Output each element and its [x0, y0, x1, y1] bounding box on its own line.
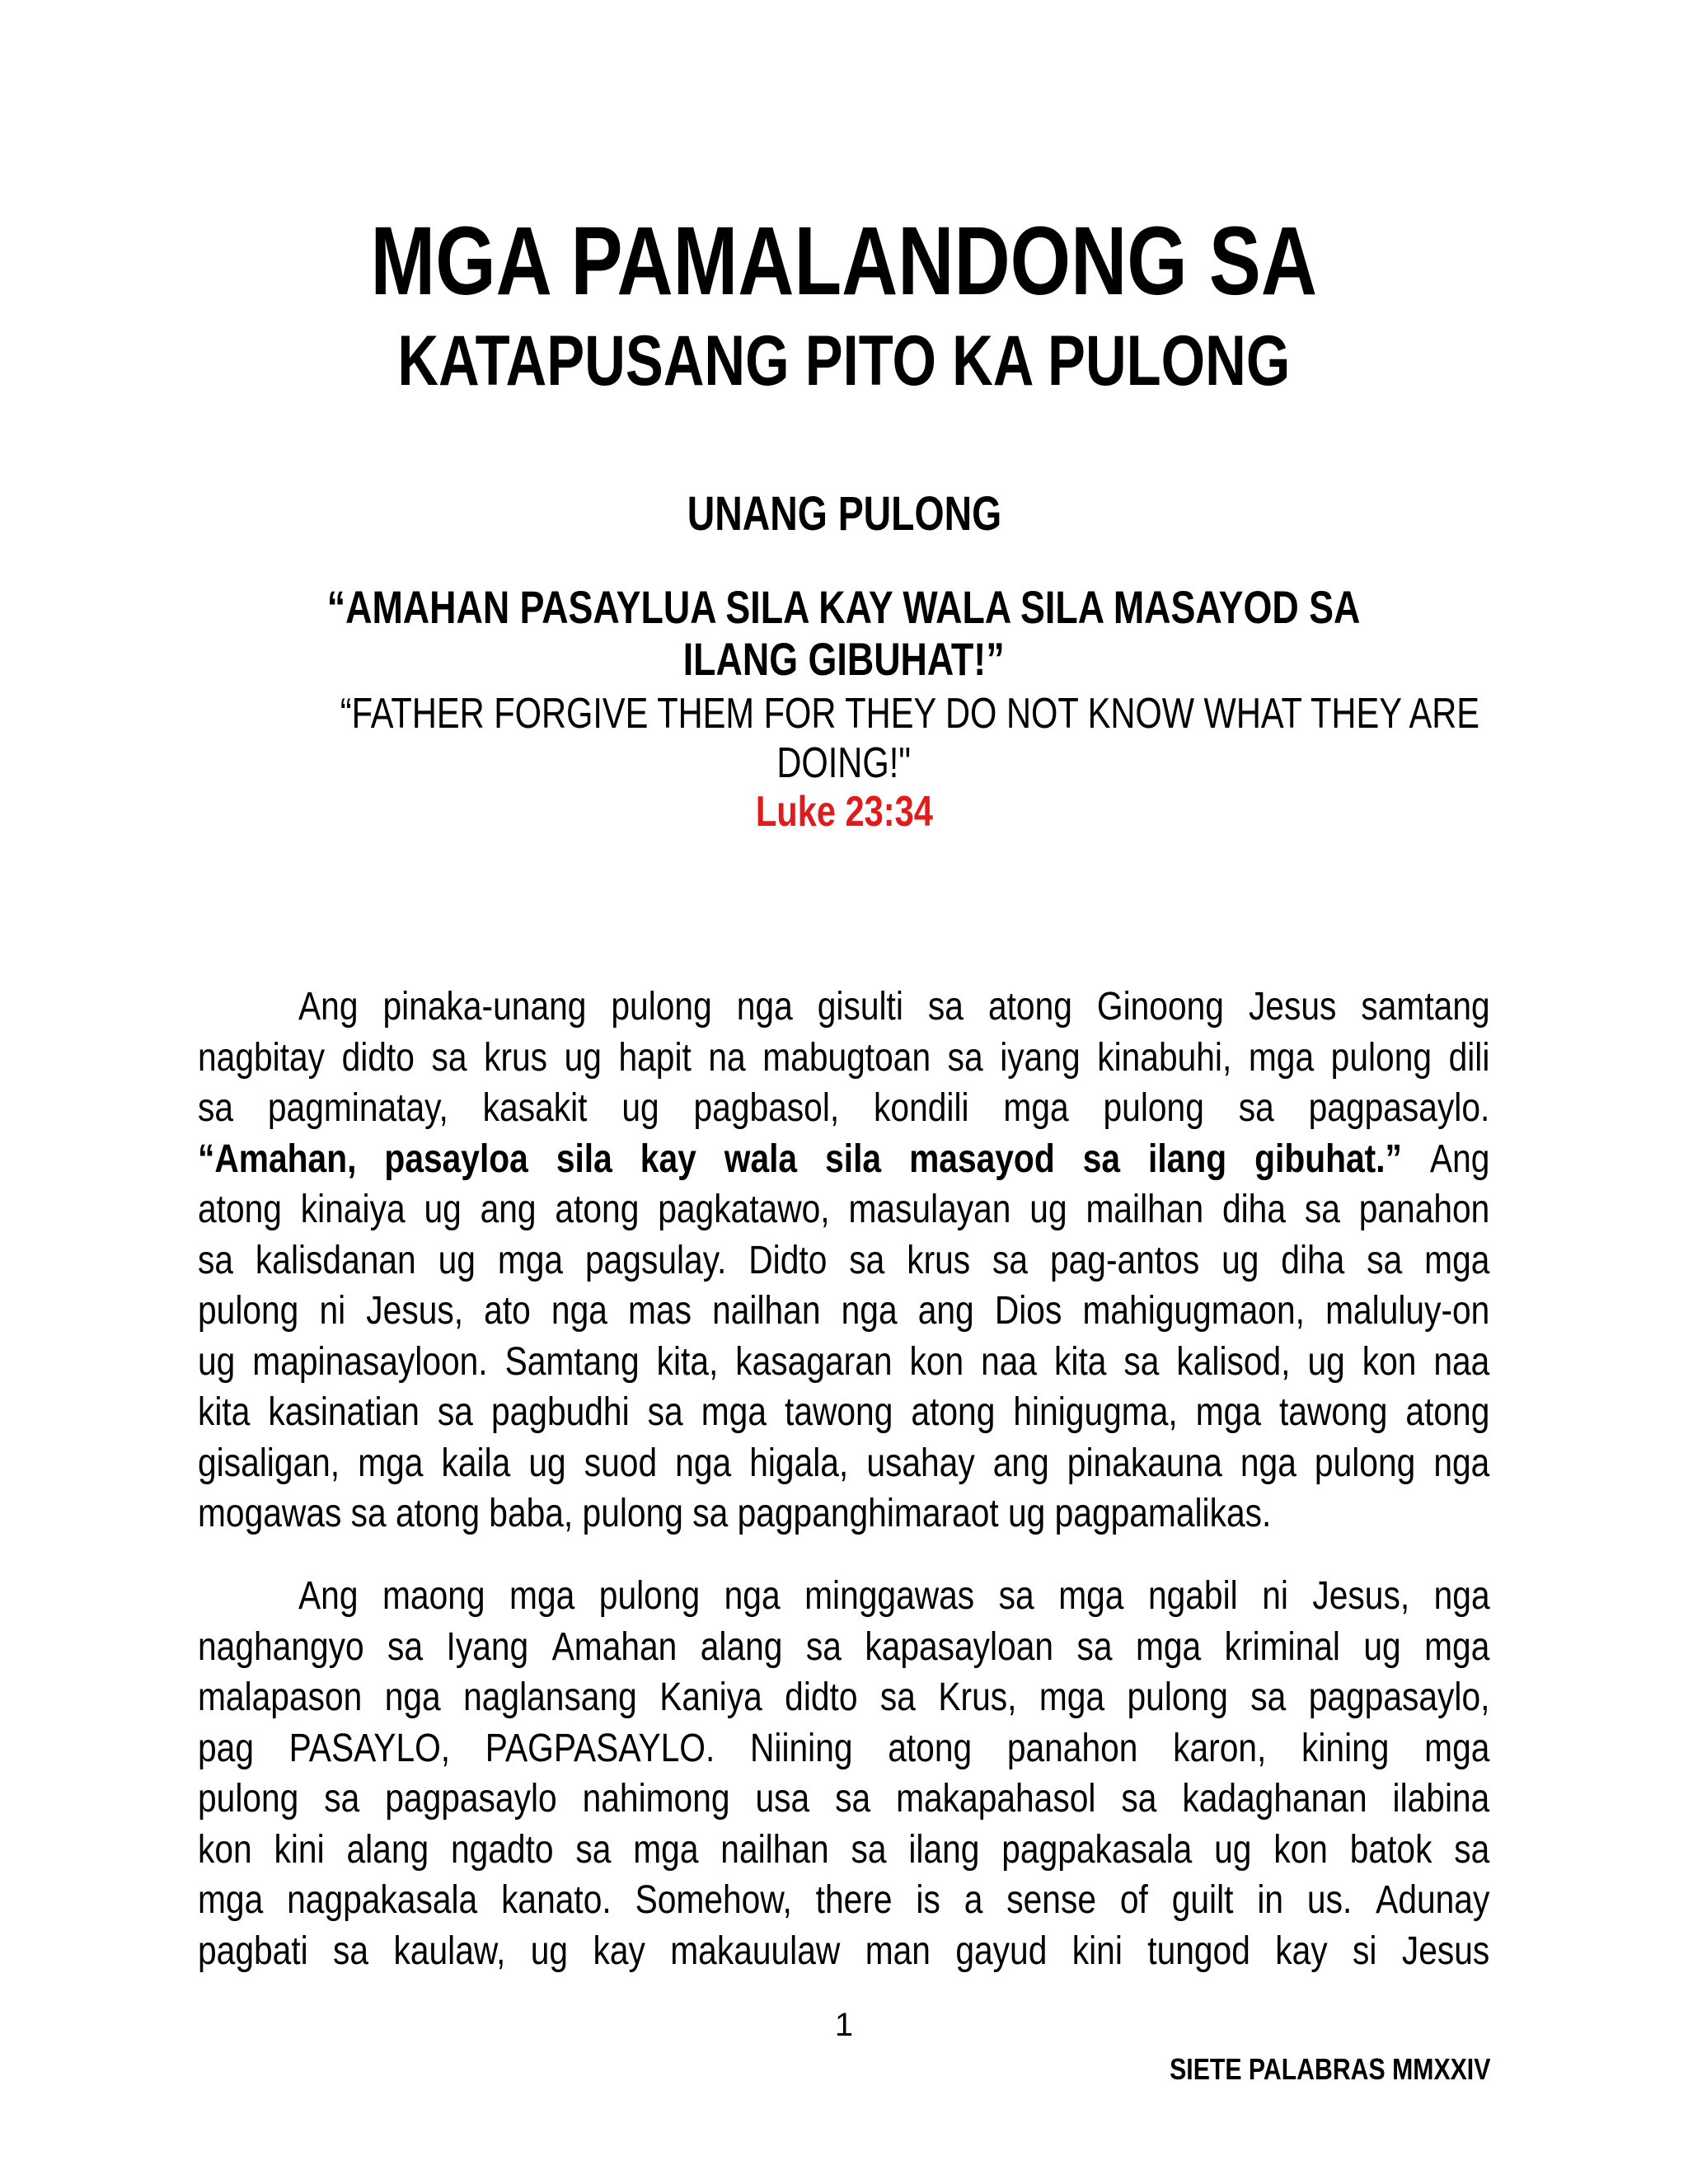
- word: Kaniya: [659, 1675, 762, 1719]
- word: krus: [907, 1237, 971, 1282]
- word: ilang: [908, 1826, 980, 1872]
- word: a: [964, 1877, 983, 1922]
- word: atong: [987, 984, 1072, 1029]
- word: pagkatawo,: [658, 1187, 830, 1231]
- bold-word: sa: [1082, 1136, 1121, 1181]
- word: sa: [575, 1826, 612, 1872]
- word: pagbati: [198, 1928, 308, 1973]
- word: nga: [724, 1573, 781, 1618]
- paragraph-line: [198, 1337, 1490, 1388]
- word: pulong: [1314, 1440, 1416, 1485]
- section-heading: UNANG PULONG: [687, 487, 1001, 541]
- word: ug: [438, 1237, 476, 1282]
- word: Niining: [749, 1725, 853, 1770]
- quote-english-line-1: “FATHER FORGIVE THEM FOR THEY DO NOT KNOW WHAT THEY ARE: [340, 690, 1479, 738]
- word: sa: [805, 1624, 842, 1669]
- title-line-2: KATAPUSANG PITO KA PULONG: [397, 321, 1291, 401]
- word: mga: [497, 1237, 564, 1282]
- word: Jesus,: [366, 1288, 464, 1333]
- word: mga: [1058, 1573, 1124, 1618]
- word: pag: [198, 1725, 254, 1770]
- word: maong: [382, 1573, 485, 1618]
- word: sa: [879, 1675, 916, 1719]
- word: ug: [1363, 1624, 1401, 1669]
- scripture-reference: Luke 23:34: [755, 788, 933, 836]
- word: pagbasol,: [693, 1085, 840, 1130]
- word: is: [916, 1877, 940, 1922]
- word: pinaka-unang: [382, 984, 587, 1029]
- word: ug: [530, 1928, 569, 1973]
- word: naglansang: [463, 1675, 637, 1719]
- word: ug: [564, 1034, 602, 1080]
- word: nga: [736, 984, 793, 1029]
- word: pagpasaylo: [385, 1776, 557, 1821]
- bold-word: ilang: [1148, 1136, 1227, 1181]
- word: kondili: [874, 1085, 969, 1130]
- word: ug: [1307, 1338, 1345, 1384]
- word: sa: [1238, 1085, 1274, 1130]
- paragraph-line: [198, 1774, 1490, 1825]
- paragraph-line: mogawas sa atong baba, pulong sa pagpanghimaraot ug pagpamalikas.: [198, 1491, 1272, 1535]
- bold-word: “Amahan,: [198, 1136, 357, 1181]
- word: ug: [621, 1085, 659, 1130]
- word: sense: [1006, 1877, 1096, 1922]
- paragraph-line: [198, 1286, 1490, 1337]
- word: of: [1119, 1877, 1148, 1922]
- paragraph-line: [198, 1926, 1490, 1977]
- word: gayud: [955, 1928, 1048, 1973]
- word: mga: [1424, 1725, 1490, 1770]
- paragraph-line: [198, 982, 1490, 1033]
- word: pagminatay,: [267, 1085, 448, 1130]
- word: man: [865, 1928, 931, 1973]
- word: ug: [424, 1187, 462, 1231]
- word: pagpasaylo,: [1308, 1675, 1490, 1719]
- word: tungod: [1147, 1928, 1250, 1973]
- word: Jesus: [1401, 1928, 1490, 1973]
- word: nagpakasala: [287, 1877, 478, 1922]
- word: panahon: [1006, 1725, 1138, 1770]
- paragraph-line: [198, 1622, 1490, 1673]
- word: maluluy-on: [1325, 1288, 1490, 1333]
- word: masulayan: [848, 1187, 1011, 1231]
- word: kining: [1301, 1725, 1390, 1770]
- word: mga: [1039, 1675, 1105, 1719]
- word: mga: [358, 1440, 424, 1485]
- word: naa: [981, 1338, 1038, 1384]
- page-number: 1: [834, 2007, 854, 2043]
- word: mga: [1003, 1085, 1069, 1130]
- word: kadaghanan: [1182, 1776, 1367, 1821]
- paragraph-line: [198, 1184, 1490, 1235]
- word: sa: [927, 984, 964, 1029]
- quote-english-line-2: DOING!": [776, 739, 912, 787]
- word: usahay: [866, 1440, 975, 1485]
- bold-word: masayod: [909, 1136, 1055, 1181]
- word: mga: [198, 1877, 264, 1922]
- word: karon,: [1173, 1725, 1267, 1770]
- word: mga: [633, 1826, 699, 1872]
- bold-word: wala: [724, 1136, 798, 1181]
- word: Jesus: [1248, 984, 1337, 1029]
- word: nagbitay: [198, 1034, 326, 1080]
- bold-word: sila: [556, 1136, 612, 1181]
- word: guilt: [1171, 1877, 1234, 1922]
- word: higala,: [749, 1440, 849, 1485]
- bold-word: sila: [825, 1136, 882, 1181]
- word: Krus,: [938, 1675, 1017, 1719]
- paragraph-2: [198, 1571, 1490, 1976]
- word: sa: [1123, 1338, 1160, 1384]
- word: diha: [1221, 1187, 1287, 1231]
- word: PAGPASAYLO.: [485, 1725, 715, 1770]
- word: ilabina: [1392, 1776, 1490, 1821]
- word: Jesus,: [1312, 1573, 1410, 1618]
- word: in: [1257, 1877, 1284, 1922]
- paragraph-line: [198, 1235, 1490, 1286]
- word: nailhan: [712, 1288, 821, 1333]
- paragraph-line: [198, 1825, 1490, 1876]
- word: pagpakasala: [1001, 1826, 1193, 1872]
- word: iyang: [1000, 1034, 1081, 1080]
- word: ni: [1262, 1573, 1288, 1618]
- word: mga: [1424, 1624, 1490, 1669]
- word: mailhan: [1085, 1187, 1204, 1231]
- word: pag-antos: [1049, 1237, 1200, 1282]
- word: nga: [551, 1288, 607, 1333]
- word: mapinasayloon.: [252, 1338, 488, 1384]
- paragraph-1: [198, 982, 1490, 1540]
- quote-cebuano-line-2: ILANG GIBUHAT!”: [683, 633, 1005, 685]
- word: pagbudhi: [490, 1390, 630, 1434]
- word: makauulaw: [670, 1928, 841, 1973]
- word: Didto: [748, 1237, 828, 1282]
- word: kalisod,: [1176, 1338, 1291, 1384]
- word: mas: [628, 1288, 692, 1333]
- word: mabugtoan: [762, 1034, 931, 1080]
- paragraph-line: [198, 1083, 1490, 1134]
- word: gisulti: [817, 984, 903, 1029]
- word: mga: [1424, 1237, 1490, 1282]
- word: ug: [1221, 1237, 1259, 1282]
- word: Amahan: [551, 1624, 678, 1669]
- word: suod: [584, 1440, 658, 1485]
- word: sa: [1304, 1187, 1340, 1231]
- paragraph-line: [198, 1875, 1490, 1926]
- paragraph-line: [198, 1672, 1490, 1723]
- word: kay: [1275, 1928, 1328, 1973]
- word: didto: [785, 1675, 858, 1719]
- word: pulong: [611, 984, 712, 1029]
- word: batok: [1349, 1826, 1432, 1872]
- word: kanato.: [501, 1877, 612, 1922]
- word: pulong: [198, 1288, 299, 1333]
- word: kon: [198, 1826, 252, 1872]
- word: naa: [1433, 1338, 1490, 1384]
- word: nga: [1433, 1573, 1490, 1618]
- word: kalisdanan: [255, 1237, 416, 1282]
- word: kon: [1273, 1826, 1328, 1872]
- word: kriminal: [1224, 1624, 1340, 1669]
- word: kita: [198, 1390, 251, 1434]
- word: pinakauna: [1067, 1440, 1222, 1485]
- word: sa: [947, 1034, 983, 1080]
- word: sa: [849, 1237, 885, 1282]
- word: kasakit: [482, 1085, 588, 1130]
- word: kita: [1054, 1338, 1107, 1384]
- word: sa: [198, 1237, 234, 1282]
- word: diha: [1281, 1237, 1345, 1282]
- word: pulong: [1103, 1085, 1204, 1130]
- word: sa: [324, 1776, 360, 1821]
- paragraph-line: [198, 1387, 1490, 1438]
- word: kapasayloan: [865, 1624, 1054, 1669]
- word: nahimong: [582, 1776, 730, 1821]
- word: pulong: [598, 1573, 701, 1618]
- word: us.: [1306, 1877, 1353, 1922]
- quote-cebuano-line-1: “AMAHAN PASAYLUA SILA KAY WALA SILA MASAYOD SA: [327, 581, 1361, 633]
- word: sa: [437, 1390, 473, 1434]
- word: kasinatian: [268, 1390, 420, 1434]
- word: mahigugmaon,: [1082, 1288, 1305, 1333]
- paragraph-line: [198, 1438, 1490, 1489]
- word: alang: [700, 1624, 783, 1669]
- word: Ginoong: [1096, 984, 1224, 1029]
- word: sa: [851, 1826, 887, 1872]
- word: sa: [835, 1776, 871, 1821]
- word: kini: [1071, 1928, 1123, 1973]
- word: atong: [555, 1187, 640, 1231]
- word: pulong: [198, 1776, 299, 1821]
- word: atong: [198, 1187, 282, 1231]
- word: ang: [480, 1187, 537, 1231]
- word: pagsulay.: [584, 1237, 727, 1282]
- word: kasagaran: [735, 1338, 893, 1384]
- word: kaila: [441, 1440, 511, 1485]
- quote-cebuano: [198, 581, 1490, 685]
- word: na: [708, 1034, 746, 1080]
- word: sa: [387, 1624, 424, 1669]
- word: minggawas: [804, 1573, 975, 1618]
- word: nailhan: [720, 1826, 829, 1872]
- word: Somehow,: [635, 1877, 792, 1922]
- word: tawong: [785, 1390, 893, 1434]
- word: ato: [484, 1288, 531, 1333]
- word: PASAYLO,: [288, 1725, 451, 1770]
- word: mga: [1135, 1624, 1202, 1669]
- bold-word: kay: [640, 1136, 696, 1181]
- word: Ang: [298, 1573, 359, 1618]
- word: ug: [528, 1440, 566, 1485]
- word: ug: [198, 1338, 236, 1384]
- word: panahon: [1358, 1187, 1490, 1231]
- word: naghangyo: [198, 1624, 364, 1669]
- word: samtang: [1361, 984, 1490, 1029]
- word: sa: [431, 1034, 467, 1080]
- word: sa: [333, 1928, 369, 1973]
- paragraph-line: [198, 1723, 1490, 1774]
- word: kay: [593, 1928, 645, 1973]
- word: dili: [1448, 1034, 1490, 1080]
- word: sa: [998, 1573, 1034, 1618]
- paragraph-line: [198, 1134, 1490, 1185]
- word: Iyang: [446, 1624, 529, 1669]
- word: hapit: [618, 1034, 692, 1080]
- word: ug: [1214, 1826, 1252, 1872]
- word: si: [1353, 1928, 1377, 1973]
- word: kaulaw,: [393, 1928, 506, 1973]
- word: mga: [1195, 1390, 1261, 1434]
- word: sa: [1076, 1624, 1113, 1669]
- word: atong: [888, 1725, 973, 1770]
- word: Ang: [298, 984, 359, 1029]
- word: hinigugma,: [1013, 1390, 1178, 1434]
- word: sa: [1250, 1675, 1287, 1719]
- paragraph-line: [198, 1033, 1490, 1084]
- word: ngabil: [1147, 1573, 1238, 1618]
- word: pulong: [1330, 1034, 1432, 1080]
- word: Dios: [994, 1288, 1062, 1333]
- word: atong: [911, 1390, 996, 1434]
- bold-word: gibuhat.”: [1254, 1136, 1402, 1181]
- word: ug: [1029, 1187, 1067, 1231]
- word: gisaligan,: [198, 1440, 340, 1485]
- word: nga: [384, 1675, 441, 1719]
- word: atong: [1405, 1390, 1490, 1434]
- word: pulong: [1127, 1675, 1228, 1719]
- word: kon: [1362, 1338, 1417, 1384]
- word: kinaiya: [300, 1187, 406, 1231]
- word: Adunay: [1376, 1877, 1490, 1922]
- word: usa: [755, 1776, 810, 1821]
- word: sa: [647, 1390, 683, 1434]
- quote-english: [198, 689, 1490, 788]
- word: there: [815, 1877, 893, 1922]
- bold-word: pasayloa: [384, 1136, 528, 1181]
- word: sa: [992, 1237, 1029, 1282]
- title-line-1: MGA PAMALANDONG SA: [370, 207, 1318, 316]
- word: kon: [909, 1338, 964, 1384]
- word: mga: [1248, 1034, 1315, 1080]
- word: krus: [484, 1034, 548, 1080]
- word: nga: [841, 1288, 898, 1333]
- word: mga: [509, 1573, 575, 1618]
- word: kini: [274, 1826, 325, 1872]
- word: sa: [198, 1085, 234, 1130]
- word: mga: [701, 1390, 767, 1434]
- footer-text: SIETE PALABRAS MMXXIV: [1169, 2052, 1490, 2086]
- word: pagpasaylo.: [1308, 1085, 1490, 1130]
- word: Samtang: [504, 1338, 640, 1384]
- word: ngadto: [450, 1826, 554, 1872]
- word: nga: [675, 1440, 732, 1485]
- word: ni: [319, 1288, 346, 1333]
- word: nga: [1433, 1440, 1490, 1485]
- word: kita,: [656, 1338, 719, 1384]
- word: ang: [992, 1440, 1049, 1485]
- word: alang: [346, 1826, 429, 1872]
- word: malapason: [198, 1675, 363, 1719]
- word: sa: [1367, 1237, 1403, 1282]
- word: Ang: [1429, 1136, 1490, 1181]
- word: makapahasol: [896, 1776, 1096, 1821]
- word: tawong: [1279, 1390, 1388, 1434]
- word: nga: [1240, 1440, 1296, 1485]
- word: sa: [1454, 1826, 1490, 1872]
- word: sa: [1121, 1776, 1157, 1821]
- word: didto: [341, 1034, 415, 1080]
- paragraph-line: [198, 1571, 1490, 1622]
- word: ang: [917, 1288, 974, 1333]
- word: kinabuhi,: [1097, 1034, 1232, 1080]
